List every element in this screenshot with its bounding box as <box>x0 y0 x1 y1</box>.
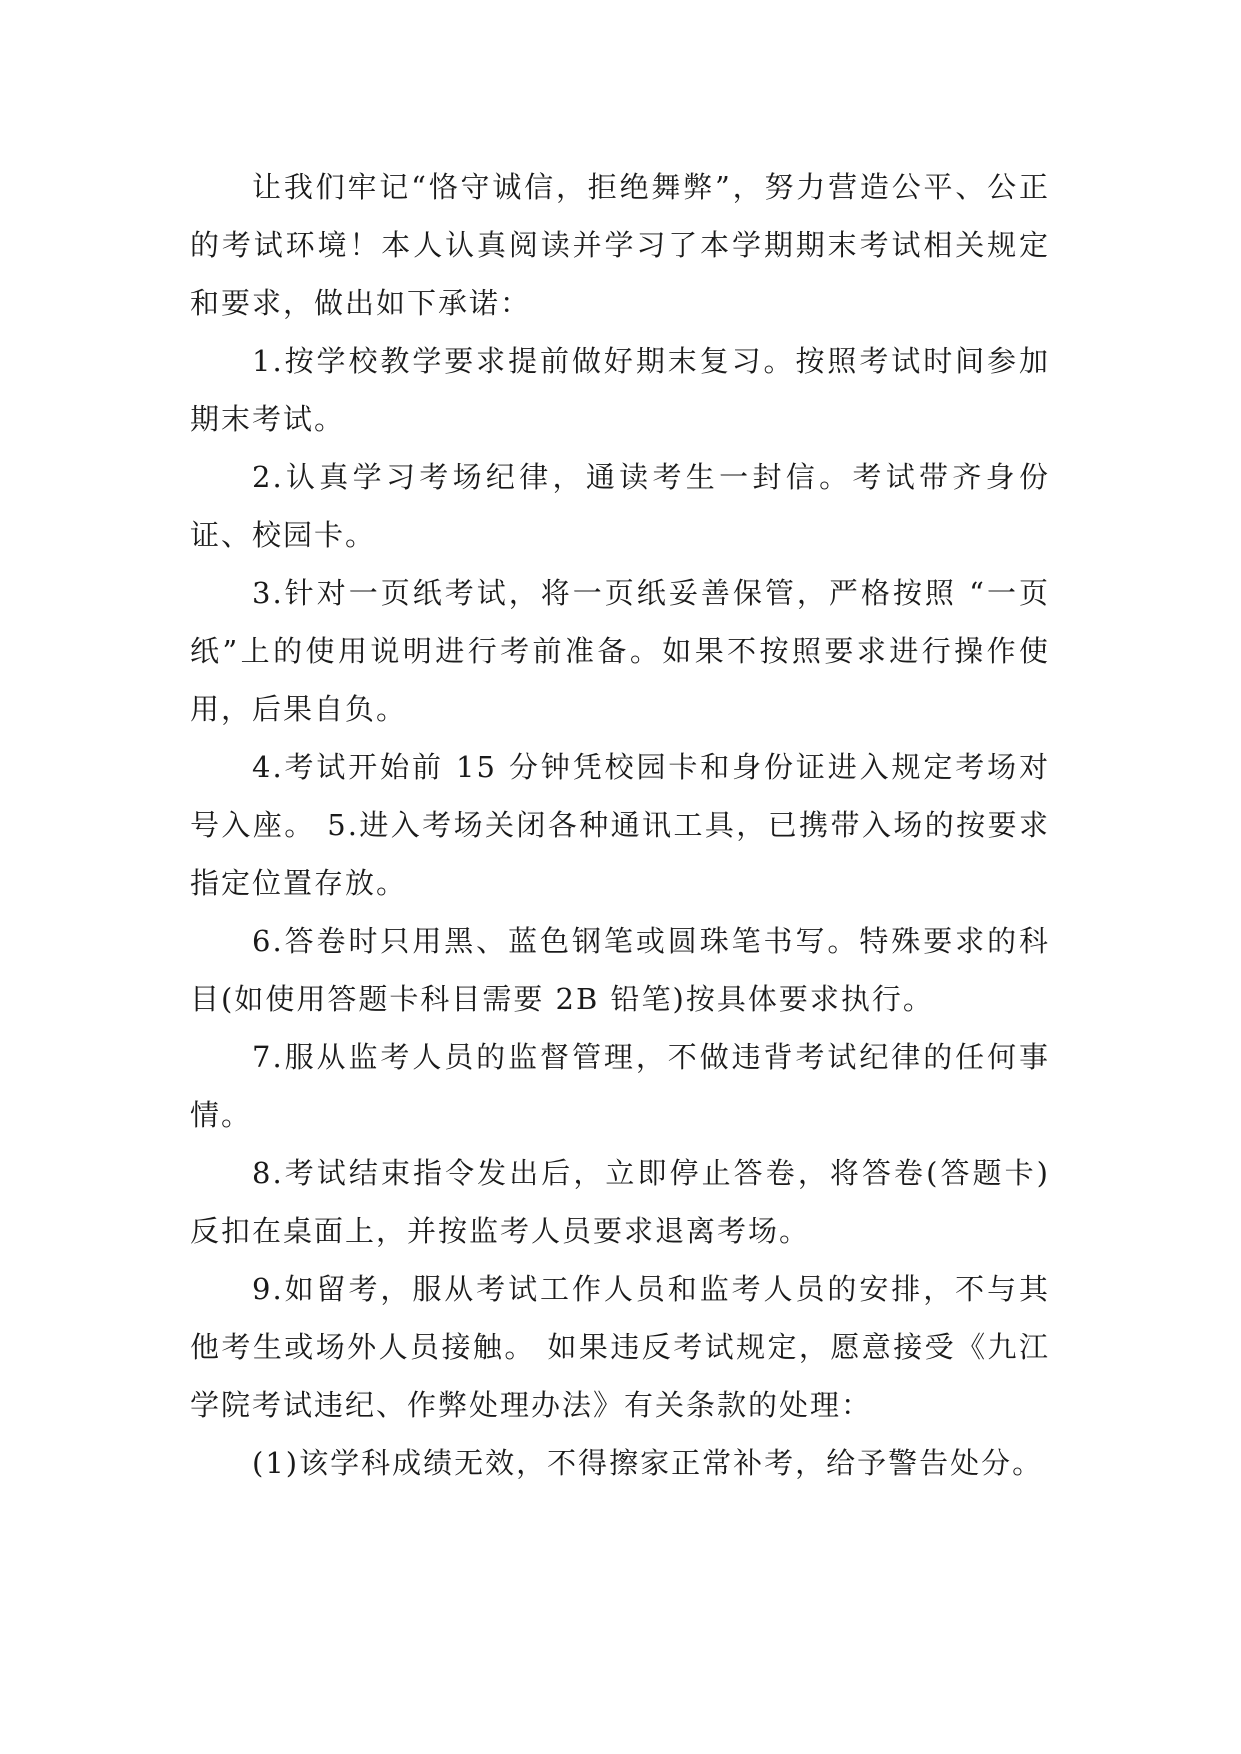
penalty-item-1: (1)该学科成绩无效，不得擦家正常补考，给予警告处分。 <box>252 1446 1044 1480</box>
pledge-item-4-5: 4.考试开始前 15 分钟凭校园卡和身份证进入规定考场对号入座。 5.进入考场关闭各种通讯工具，已携带入场的按要求指定位置存放。 <box>190 750 1050 900</box>
pledge-item-7: 7.服从监考人员的监督管理，不做违背考试纪律的任何事情。 <box>190 1040 1050 1132</box>
pledge-item-2: 2.认真学习考场纪律，通读考生一封信。考试带齐身份证、校园卡。 <box>190 460 1050 552</box>
pledge-item-8: 8.考试结束指令发出后，立即停止答卷，将答卷(答题卡)反扣在桌面上，并按监考人员要求退离考场。 <box>190 1156 1050 1248</box>
pledge-item-6: 6.答卷时只用黑、蓝色钢笔或圆珠笔书写。特殊要求的科目(如使用答题卡科目需要 2B 铅笔)按具体要求执行。 <box>190 924 1050 1016</box>
pledge-item-1: 1.按学校教学要求提前做好期末复习。按照考试时间参加期末考试。 <box>190 344 1050 436</box>
pledge-item-9: 9.如留考，服从考试工作人员和监考人员的安排，不与其他考生或场外人员接触。 如果违反考试规定，愿意接受《九江学院考试违纪、作弊处理办法》有关条款的处理： <box>190 1272 1050 1422</box>
intro-paragraph: 让我们牢记“恪守诚信，拒绝舞弊”，努力营造公平、公正的考试环境！本人认真阅读并学习了本学期期末考试相关规定和要求，做出如下承诺： <box>190 170 1050 320</box>
pledge-item-3: 3.针对一页纸考试，将一页纸妥善保管，严格按照 “一页纸”上的使用说明进行考前准备。如果不按照要求进行操作使用，后果自负。 <box>190 576 1050 726</box>
document-body <box>190 158 1050 1492</box>
